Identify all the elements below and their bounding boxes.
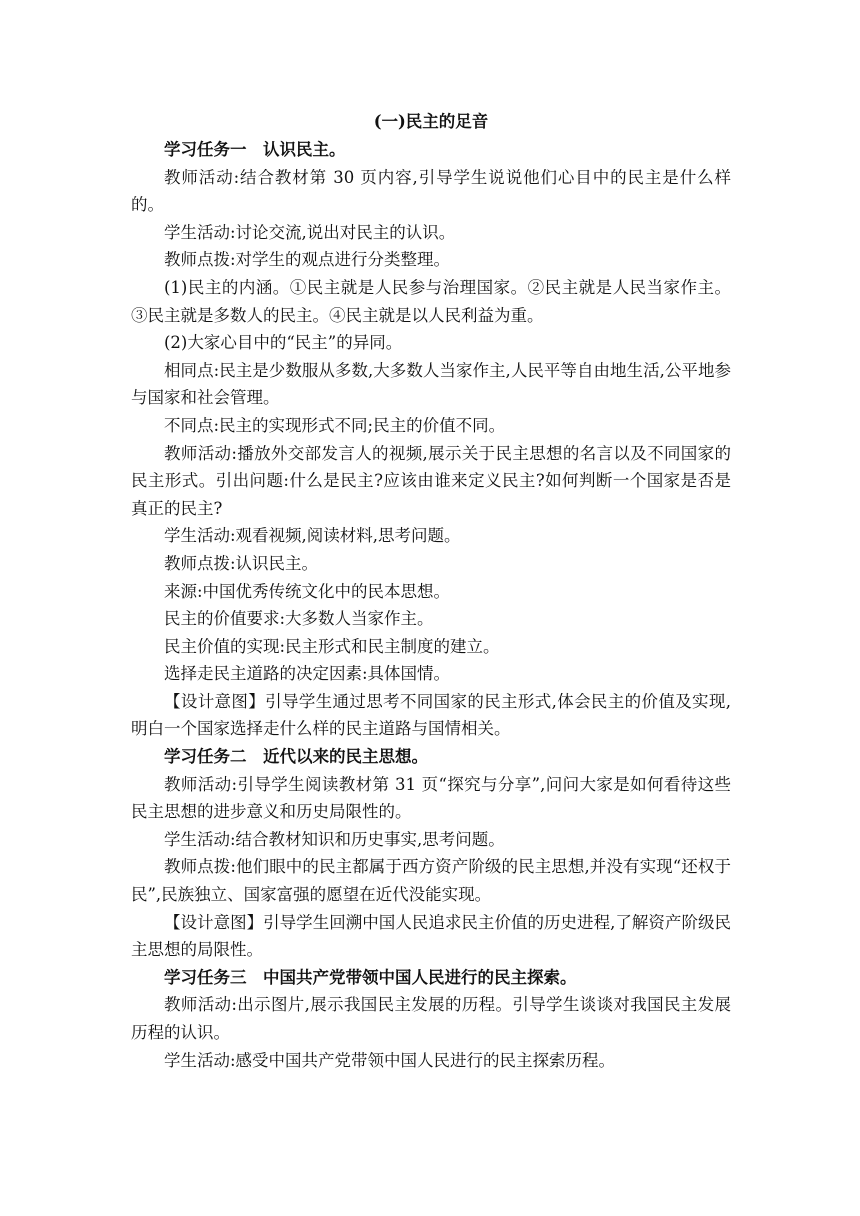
paragraph: 【设计意图】引导学生回溯中国人民追求民主价值的历史进程,了解资产阶级民主思想的局限性。 — [131, 912, 731, 960]
paragraph: 教师活动:出示图片,展示我国民主发展的历程。引导学生谈谈对我国民主发展历程的认识。 — [131, 995, 731, 1042]
paragraph: 相同点:民主是少数服从多数,大多数人当家作主,人民平等自由地生活,公平地参与国家和社会管理。 — [131, 360, 731, 408]
paragraph: 教师活动:播放外交部发言人的视频,展示关于民主思想的名言以及不同国家的民主形式。引出问题:什么是民主?应该由谁来定义民主?如何判断一个国家是否是真正的民主? — [131, 443, 731, 518]
section-title: (一)民主的足音 — [373, 112, 489, 131]
paragraph: 教师点拨:对学生的观点进行分类整理。 — [164, 250, 451, 270]
paragraph: 不同点:民主的实现形式不同;民主的价值不同。 — [164, 415, 506, 435]
paragraph: 学生活动:结合教材知识和历史事实,思考问题。 — [164, 829, 505, 849]
task-heading: 学习任务三 中国共产党带领中国人民进行的民主探索。 — [164, 967, 577, 987]
paragraph: 民主的价值要求:大多数人当家作主。 — [164, 609, 434, 629]
paragraph: 教师活动:引导学生阅读教材第 31 页“探究与分享”,问问大家是如何看待这些民主思想的进步意义和历史局限性的。 — [131, 774, 731, 822]
paragraph: 民主价值的实现:民主形式和民主制度的建立。 — [164, 636, 500, 656]
document-page — [131, 108, 731, 1074]
task-heading: 学习任务一 认识民主。 — [164, 140, 346, 159]
paragraph: 学生活动:讨论交流,说出对民主的认识。 — [164, 222, 456, 242]
paragraph: 选择走民主道路的决定因素:具体国情。 — [164, 664, 451, 684]
paragraph: (2)大家心目中的“民主”的异同。 — [164, 333, 403, 353]
task-heading: 学习任务二 近代以来的民主思想。 — [164, 747, 428, 767]
paragraph: 学生活动:感受中国共产党带领中国人民进行的民主探索历程。 — [164, 1050, 616, 1070]
paragraph: 教师点拨:他们眼中的民主都属于西方资产阶级的民主思想,并没有实现“还权于民”,民族独立、国家富强的愿望在近代没能实现。 — [131, 857, 731, 905]
paragraph: 教师点拨:认识民主。 — [164, 553, 319, 573]
paragraph: 来源:中国优秀传统文化中的民本思想。 — [164, 581, 451, 601]
paragraph: 【设计意图】引导学生通过思考不同国家的民主形式,体会民主的价值及实现,明白一个国家选择走什么样的民主道路与国情相关。 — [131, 691, 731, 739]
paragraph: (1)民主的内涵。①民主就是人民参与治理国家。②民主就是人民当家作主。③民主就是多数人的民主。④民主就是以人民利益为重。 — [131, 277, 731, 325]
document-body — [131, 136, 731, 1074]
paragraph: 教师活动:结合教材第 30 页内容,引导学生说说他们心目中的民主是什么样的。 — [131, 167, 731, 215]
paragraph: 学生活动:观看视频,阅读材料,思考问题。 — [164, 526, 461, 546]
